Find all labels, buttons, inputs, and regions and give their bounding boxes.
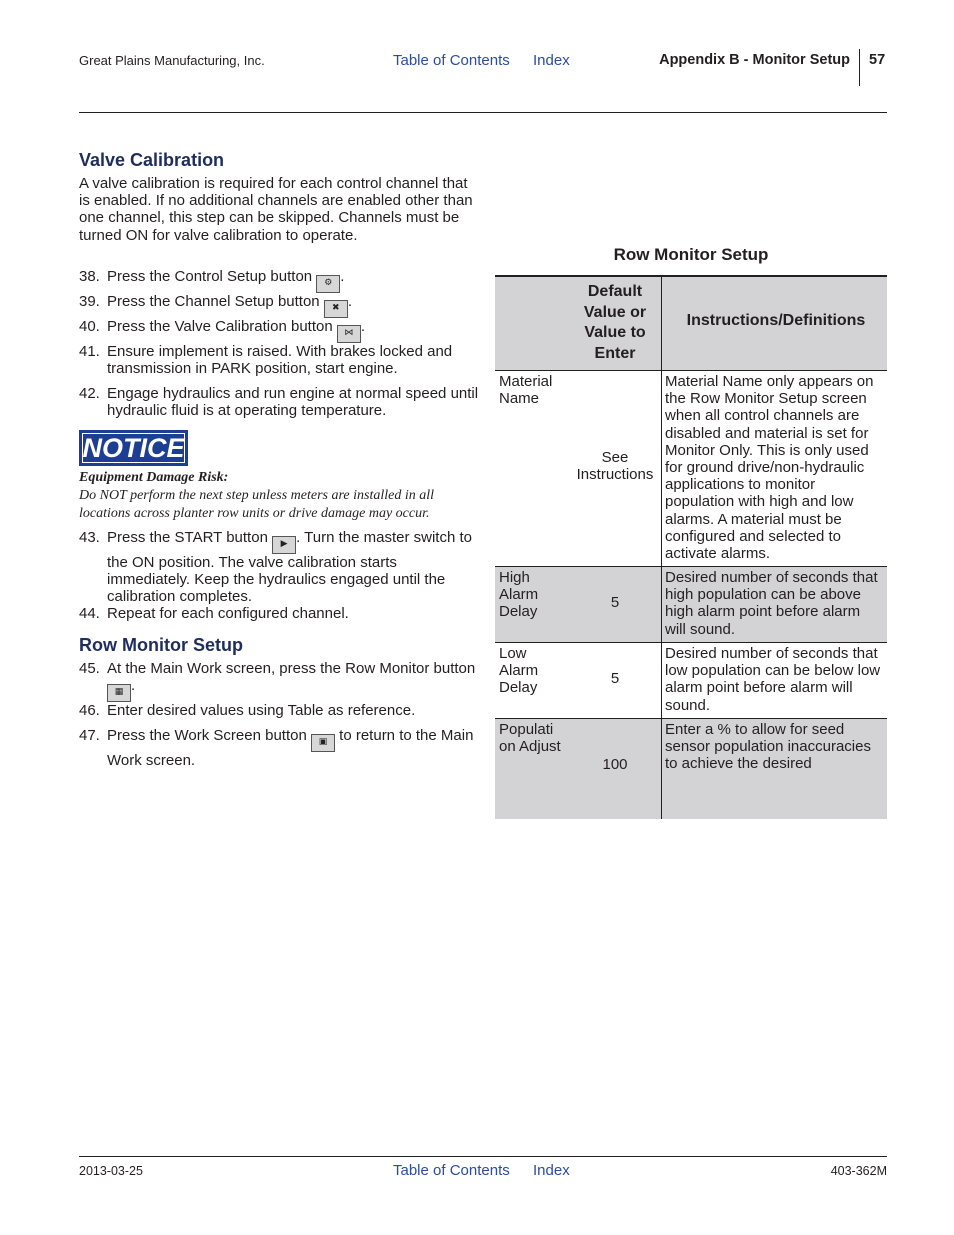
valve-cal-icon: ⋈ [337,325,361,343]
index-link-footer[interactable]: Index [533,1162,570,1179]
index-link-header[interactable]: Index [533,52,570,69]
col-default-header: Default Value or Value to Enter [583,283,647,362]
ctrl-setup-icon: ⚙ [316,275,340,293]
valve-intro: A valve calibration is required for each control channel that is enabled. If no additional channels are enabled other than one channel, this step can be skipped. Channels must be turned ON for valve calibration to operate. [79,175,473,244]
toc-link-footer[interactable]: Table of Contents [393,1162,510,1179]
work-screen-icon: ▣ [311,734,335,752]
notice-badge: NOTICE [79,430,188,466]
footer-date: 2013-03-25 [79,1164,143,1178]
footer-rule [79,1156,887,1157]
table-row: Low Alarm Delay 5 Desired number of seconds that low population can be below low alarm point before alarm will sound. [495,643,887,718]
doc-number: 403-362M [830,1164,887,1178]
valve-calibration-heading: Valve Calibration [79,150,225,170]
start-icon: ▶ [272,536,296,554]
table-title: Row Monitor Setup [613,245,769,264]
table-row: High Alarm Delay 5 Desired number of seconds that high population can be above high alarm point before alarm will sound. [495,567,887,642]
section-title: Appendix B - Monitor Setup [659,52,850,68]
header-divider [859,49,860,86]
table-header-row [495,277,887,370]
toc-link-header[interactable]: Table of Contents [393,52,510,69]
row-monitor-icon: ▦ [107,684,131,702]
company-name: Great Plains Manufacturing, Inc. [79,53,265,68]
row-monitor-heading: Row Monitor Setup [79,635,243,655]
risk-title: Equipment Damage Risk: [79,470,229,485]
col-instructions-header: Instructions/Definitions [686,312,866,329]
page-number: 57 [869,52,886,68]
table-row: Material Name See Instructions Material Name only appears on the Row Monitor Setup screen when all control channels are disabled and material is set for Monitor Only. This is only used for ground drive/non-hydraulic applications to monitor population with high and low alarms. A material must be configured and selected to activate alarms. [495,371,887,566]
row-monitor-table [495,275,887,773]
chan-setup-icon: ✖ [324,300,348,318]
risk-body: Do NOT perform the next step unless meters are installed in all locations across planter row units or drive damage may occur. [79,488,435,521]
table-row: Populati on Adjust 100 Enter a % to allow for seed sensor population inaccuracies to achieve the desired [495,719,887,819]
header-rule [79,112,887,113]
